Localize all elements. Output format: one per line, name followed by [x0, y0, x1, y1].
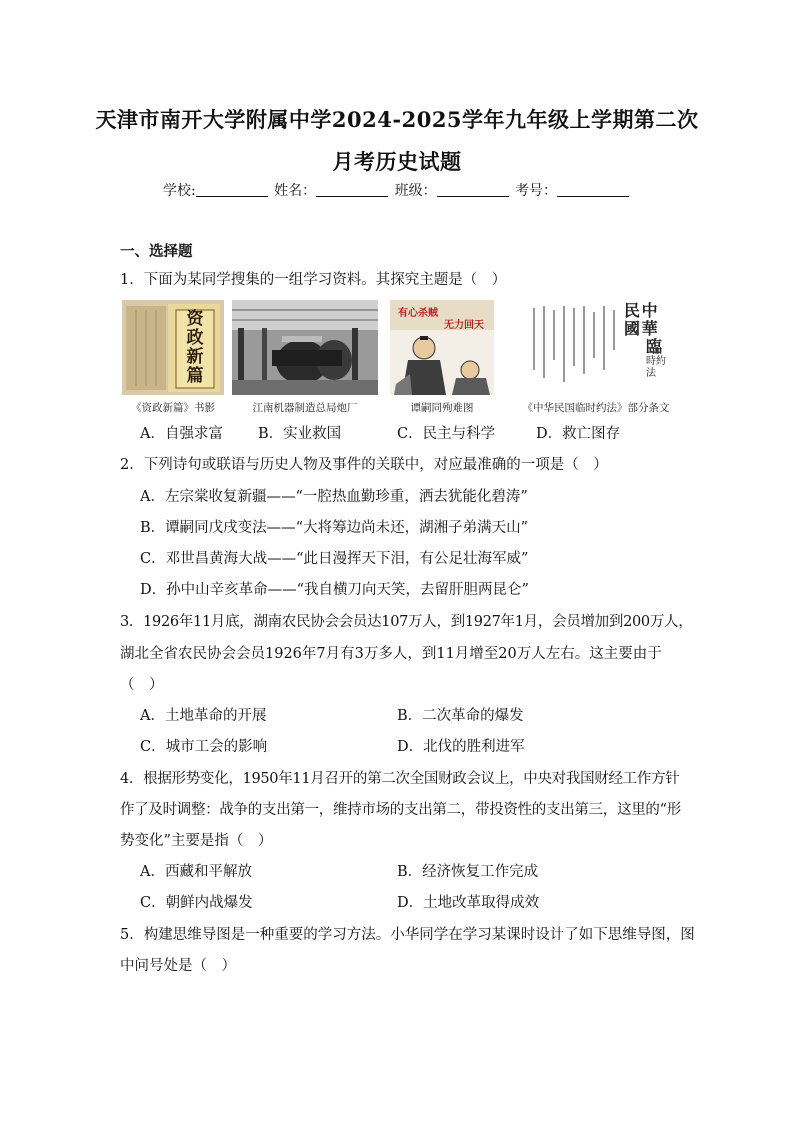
q2-stem: 2．下列诗句或联语与历史人物及事件的关联中，对应最准确的一项是（ ） — [120, 457, 608, 473]
school-blank[interactable] — [196, 182, 268, 197]
q1-option-b[interactable]: B．实业救国 — [258, 426, 342, 442]
q4-option-b[interactable]: B．经济恢复工作完成 — [397, 864, 539, 880]
q1-option-d[interactable]: D．救亡图存 — [536, 426, 621, 442]
q4-option-d[interactable]: D．土地改革取得成效 — [397, 895, 540, 911]
q1-stem: 1．下面为某同学搜集的一组学习资料。其探究主题是（ ） — [120, 272, 507, 288]
q5-stem-line: 5．构建思维导图是一种重要的学习方法。小华同学在学习某课时设计了如下思维导图，图 — [120, 927, 695, 943]
q3-option-a[interactable]: A．土地革命的开展 — [140, 708, 267, 724]
q2-option-c[interactable]: C．邓世昌黄海大战——“此日漫挥天下泪，有公足壮海军威” — [140, 551, 529, 567]
q4-stem-line: 作了及时调整：战争的支出第一，维持市场的支出第二，带投资性的支出第三，这里的“形 — [120, 802, 681, 818]
q5-stem-line: 中问号处是（ ） — [120, 958, 236, 974]
doc-glyph: 中 — [641, 301, 658, 320]
q4-option-a[interactable]: A．西藏和平解放 — [140, 864, 252, 880]
doc-glyph: 時約法 — [646, 356, 666, 379]
exam-title-line2: 月考历史试题 — [332, 149, 462, 174]
document-scan-image — [520, 300, 672, 395]
book-glyph: 资 — [186, 309, 204, 329]
class-blank[interactable] — [437, 182, 509, 197]
doc-glyph: 臨 — [646, 337, 663, 356]
q4-stem-line: 4．根据形势变化，1950年11月召开的第二次全国财政会议上，中央对我国财经工作方针 — [120, 771, 680, 787]
image-caption: 谭嗣同殉难图 — [410, 402, 474, 414]
book-glyph: 篇 — [186, 366, 204, 386]
q2-option-a[interactable]: A．左宗棠收复新疆——“一腔热血勤珍重，洒去犹能化碧涛” — [140, 489, 528, 505]
school-label: 学校: — [162, 183, 196, 199]
book-glyph: 新 — [186, 347, 204, 367]
cartoon-slogan-right: 无力回天 — [444, 320, 484, 331]
exam-title-line1: 天津市南开大学附属中学2024-2025学年九年级上学期第二次 — [95, 107, 699, 132]
q3-stem-line: （ ） — [120, 677, 164, 693]
book-glyph: 政 — [186, 328, 204, 348]
image-caption: 《中华民国临时约法》部分条文 — [522, 402, 670, 414]
exam-number-blank[interactable] — [557, 182, 629, 197]
q4-option-c[interactable]: C．朝鲜内战爆发 — [140, 895, 253, 911]
exam-number-label: 考号： — [515, 183, 558, 199]
image-caption: 江南机器制造总局炮厂 — [252, 402, 358, 414]
student-info-fields — [0, 180, 794, 200]
book-cover-image — [122, 300, 224, 395]
doc-glyph: 華 — [641, 319, 658, 338]
q3-option-b[interactable]: B．二次革命的爆发 — [397, 708, 524, 724]
q1-option-a[interactable]: A．自强求富 — [140, 426, 223, 442]
q3-stem-line: 3．1926年11月底，湖南农民协会会员达107万人，到1927年1月，会员增加到200万人， — [120, 614, 693, 630]
image-caption: 《资政新篇》书影 — [131, 402, 215, 414]
name-label: 姓名： — [274, 183, 317, 199]
cartoon-image — [390, 300, 494, 395]
section-heading: 一、选择题 — [120, 243, 193, 260]
q2-option-b[interactable]: B．谭嗣同戊戌变法——“大将筹边尚未还，湖湘子弟满天山” — [140, 520, 528, 536]
class-label: 班级： — [394, 183, 437, 199]
doc-glyph: 民 — [624, 301, 641, 320]
q2-option-d[interactable]: D．孙中山辛亥革命——“我自横刀向天笑，去留肝胆两昆仑” — [140, 582, 529, 598]
factory-photo-image — [232, 300, 378, 395]
q1-option-c[interactable]: C．民主与科学 — [397, 426, 496, 442]
cartoon-slogan-left: 有心杀贼 — [398, 308, 438, 319]
q3-stem-line: 湖北全省农民协会会员1926年7月有3万多人，到11月增至20万人左右。这主要由于 — [120, 646, 662, 662]
q3-option-c[interactable]: C．城市工会的影响 — [140, 739, 268, 755]
name-blank[interactable] — [316, 182, 388, 197]
q4-stem-line: 势变化”主要是指（ ） — [120, 833, 273, 849]
q3-option-d[interactable]: D．北伐的胜利进军 — [397, 739, 525, 755]
doc-glyph: 國 — [624, 319, 641, 338]
